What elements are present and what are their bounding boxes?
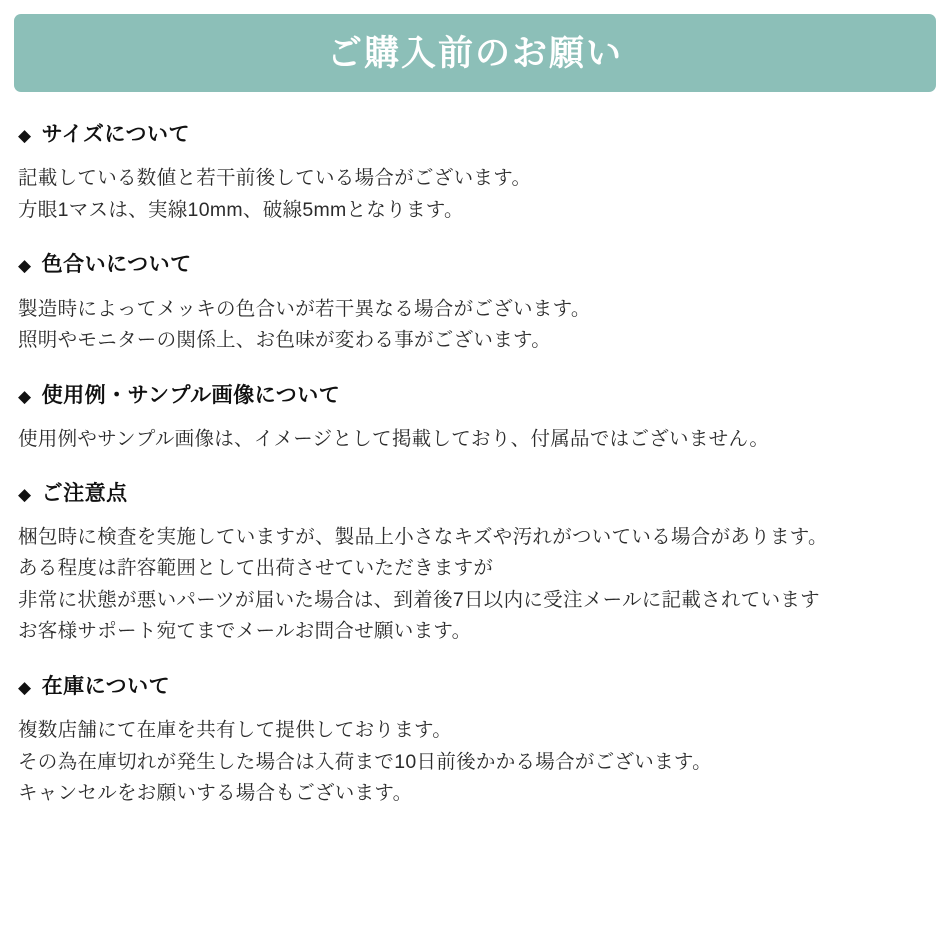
diamond-bullet-icon: ◆ bbox=[18, 256, 32, 276]
section-body bbox=[18, 163, 932, 226]
body-line: キャンセルをお願いする場合もございます。 bbox=[18, 782, 413, 805]
section-color bbox=[18, 252, 932, 356]
section-body bbox=[18, 522, 932, 648]
body-line: 複数店舗にて在庫を共有して提供しております。 bbox=[18, 719, 453, 742]
section-body bbox=[18, 294, 932, 357]
section-body bbox=[18, 715, 932, 810]
section-heading-label: 色合いについて bbox=[41, 253, 192, 277]
body-line: お客様サポート宛てまでメールお問合せ願います。 bbox=[18, 620, 472, 643]
page-banner bbox=[14, 14, 936, 92]
section-heading bbox=[18, 481, 932, 506]
section-size bbox=[18, 122, 932, 226]
section-body bbox=[18, 424, 932, 456]
section-heading-label: サイズについて bbox=[41, 123, 190, 146]
section-sample-image bbox=[18, 383, 932, 456]
section-heading bbox=[18, 122, 932, 147]
body-line: 使用例やサンプル画像は、イメージとして掲載しており、付属品ではございません。 bbox=[18, 427, 770, 450]
section-cautions bbox=[18, 481, 932, 648]
body-line: その為在庫切れが発生した場合は入荷まで10日前後かかる場合がございます。 bbox=[18, 750, 712, 773]
page-title: ご購入前のお願い bbox=[326, 33, 623, 73]
body-line: ある程度は許容範囲として出荷させていただきますが bbox=[18, 557, 494, 580]
body-line: 照明やモニターの関係上、お色味が変わる事がございます。 bbox=[18, 329, 552, 352]
body-line: 製造時によってメッキの色合いが若干異なる場合がございます。 bbox=[18, 297, 591, 320]
notice-content bbox=[14, 122, 936, 810]
body-line: 記載している数値と若干前後している場合がございます。 bbox=[18, 167, 532, 190]
body-line: 非常に状態が悪いパーツが届いた場合は、到着後7日以内に受注メールに記載されています bbox=[18, 588, 820, 611]
body-line: 梱包時に検査を実施していますが、製品上小さなキズや汚れがついている場合があります。 bbox=[18, 525, 828, 548]
section-heading bbox=[18, 252, 932, 277]
section-stock bbox=[18, 674, 932, 810]
section-heading-label: ご注意点 bbox=[41, 482, 128, 506]
diamond-bullet-icon: ◆ bbox=[18, 386, 32, 406]
section-heading-label: 使用例・サンプル画像について bbox=[41, 383, 341, 407]
body-line: 方眼1マスは、実線10mm、破線5mmとなります。 bbox=[18, 198, 464, 221]
section-heading bbox=[18, 674, 932, 699]
diamond-bullet-icon: ◆ bbox=[18, 126, 32, 145]
section-heading-label: 在庫について bbox=[41, 674, 171, 698]
diamond-bullet-icon: ◆ bbox=[18, 485, 32, 505]
section-heading bbox=[18, 383, 932, 408]
diamond-bullet-icon: ◆ bbox=[18, 677, 32, 697]
